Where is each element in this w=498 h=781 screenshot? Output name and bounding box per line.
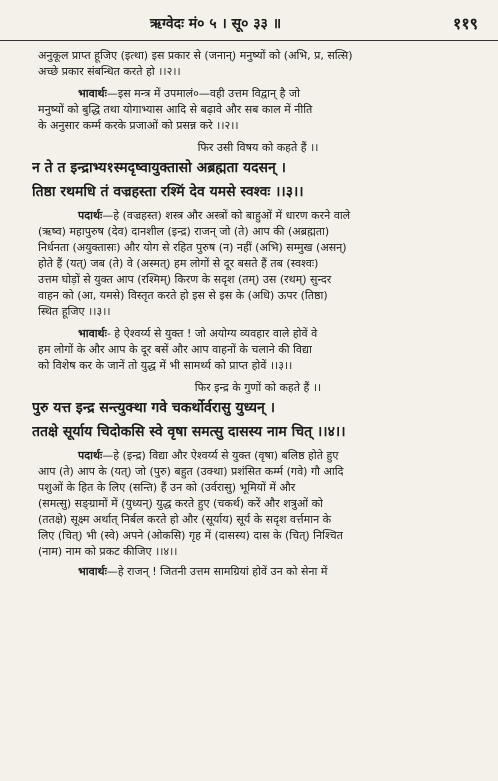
running-head: ऋग्वेदः मं० ५ । सू० ३३ ॥ [150,16,282,32]
bhavartha-line: को विशेष कर के जानें तो युद्ध में भी सामर्थ्य को प्राप्त होवें ।।३।। [38,359,293,372]
bhavartha-line: मनुष्यों को बुद्धि तथा योगाभ्यास आदि से बढ़ावे और सब काल में नीति [38,103,313,116]
padartha-line: स्थित हूजिए ।।३।। [38,305,111,318]
padartha-line: उत्तम घोड़ों से युक्त आप (रश्मिम्) किरण के सदृश (तम्) उस (रथम्) सुन्दर [38,273,332,286]
page-body [32,48,478,580]
bhavartha-line: के अनुसार कर्म्म करके प्रजाओं को प्रसन्न करे ।।२।। [38,119,239,132]
padartha-line: पशुओं के हित के लिए (सन्ति) हैं उन को (उर्वरासु) भूमियों में और [38,481,296,494]
bhavartha-line: हम लोगों के और आप के दूर बसें और आप वाहनों के चलाने की विद्या [38,343,312,356]
bhavartha-label: भावार्थः [78,565,107,578]
bhavartha-line: भावार्थः—हे राजन् ! जितनी उत्तम सामग्रियां होवें उन को सेना में [78,565,328,578]
padartha-label: पदार्थः [78,449,103,462]
padartha-line: पदार्थः—हे (इन्द्र) विद्या और ऐश्वर्य्य से युक्त (वृषा) बलिष्ठ होते हुए [78,449,339,462]
text-line: अच्छे प्रकार संबन्धित करते हो ।।२।। [38,65,181,78]
padartha-line: पदार्थः—हे (वज्रहस्त) शस्त्र और अस्त्रों को बाहुओं में धारण करने वाले [78,209,351,222]
page-header [0,8,498,41]
section-intro: फिर इन्द्र के गुणों को कहते हैं ।। [194,381,322,394]
bhavartha-label: भावार्थः [78,327,107,340]
bhavartha-line: भावार्थः—इस मन्त्र में उपमालं०—वही उत्तम विद्वान् है जो [78,87,300,100]
padartha-label: पदार्थः [78,209,103,222]
section-intro: फिर उसी विषय को कहते हैं ।। [197,141,319,154]
bhavartha-label: भावार्थः [78,87,107,100]
padartha-line: (ऋष्व) महापुरुष (देव) दानशील (इन्द्र) राजन् जो (ते) आप की (अब्रह्मता) [38,225,330,238]
padartha-line: होते हैं (यत्) जब (ते) वे (अस्मत्) हम लोगों से दूर बसते हैं तब (स्वश्वः) [38,257,319,270]
bhavartha-line: भावार्थः- हे ऐश्वर्य्य से युक्त ! जो अयोग्य व्यवहार वाले होवें वे [78,327,318,340]
mantra-line: ततक्षे सूर्याय चिदोकसि स्वे वृषा समत्सु दासस्य नाम चित् ।।४।। [32,424,346,440]
mantra-line: न ते त इन्द्राभ्य१स्मदृष्वायुक्तासो अब्रह्मता यदसन् । [32,160,286,176]
text-line: अनुकूल प्राप्त हूजिए (इत्था) इस प्रकार से (जनान्) मनुष्यों को (अभि, प्र, सत्सि) [38,49,353,62]
padartha-line: (ततक्षे) सूक्ष्म अर्थात् निर्बल करते हो और (सूर्याय) सूर्य के सदृश वर्त्तमान के [38,513,332,526]
mantra-line: तिष्ठा रथमधि तं वज्रहस्ता रश्मिं देव यमसे स्वश्वः ।।३।। [32,184,304,200]
padartha-line: लिए (चित्) भी (स्वे) अपने (ओकसि) गृह में (दासस्य) दास के (चित्) निश्चित [38,529,343,542]
mantra-line: पुरु यत्त इन्द्र सन्त्युक्था गवे चकर्थोर्वरासु युध्यन् । [32,400,275,416]
padartha-line: आप (ते) आप के (यत्) जो (पुरु) बहुत (उक्था) प्रशंसित कर्म्म (गवे) गौ आदि [38,465,344,478]
padartha-line: निर्धनता (अयुक्तासः) और योग से रहित पुरुष (न) नहीं (अभि) सम्मुख (असन्) [38,241,347,254]
padartha-line: (समत्सु) सङ्ग्रामों में (युध्यन्) युद्ध करते हुए (चकर्थ) करें और शत्रुओं को [38,497,323,510]
padartha-line: वाहन को (आ, यमसे) विस्तृत करते हो इस से इस के (अधि) ऊपर (तिष्ठा) [38,289,328,302]
padartha-line: (नाम) नाम को प्रकट कीजिए ।।४।। [38,545,178,558]
page-number: ११९ [453,14,478,33]
